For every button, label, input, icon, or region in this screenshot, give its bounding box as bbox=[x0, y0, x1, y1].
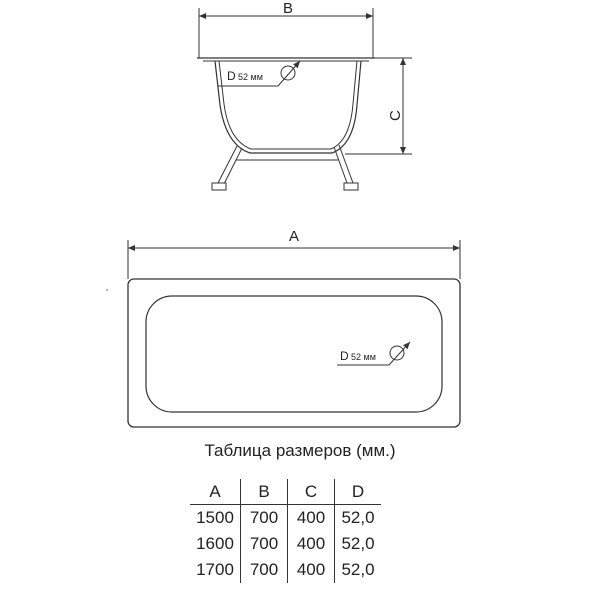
column-header-a: A bbox=[190, 479, 241, 505]
drain-note: 52 мм bbox=[351, 352, 376, 362]
table-cell: 1700 bbox=[196, 560, 234, 579]
dimensions-table bbox=[190, 479, 381, 583]
drain-hole-icon bbox=[281, 66, 295, 80]
table-header-row bbox=[190, 479, 381, 505]
table-cell: 400 bbox=[288, 531, 335, 557]
table-cell: 400 bbox=[288, 505, 335, 532]
table-cell: 52,0 bbox=[335, 505, 382, 532]
drain-note: 52 мм bbox=[238, 72, 263, 82]
tub-outer-outline bbox=[128, 279, 460, 427]
tub-legs bbox=[212, 145, 358, 190]
label-b: B bbox=[283, 0, 294, 17]
top-view bbox=[128, 240, 460, 427]
label-d: D bbox=[340, 349, 349, 363]
table-cell: 700 bbox=[241, 505, 288, 532]
label-a: A bbox=[289, 228, 300, 245]
table-row bbox=[190, 505, 381, 532]
table-cell: 52,0 bbox=[335, 557, 382, 583]
table-cell: 400 bbox=[288, 557, 335, 583]
side-view bbox=[197, 8, 412, 190]
column-header-b: B bbox=[241, 479, 288, 505]
tub-basin-outline bbox=[146, 296, 442, 412]
table-caption: Таблица размеров (мм.) bbox=[204, 441, 396, 460]
table-cell: 1600 bbox=[196, 534, 234, 553]
label-c: C bbox=[387, 110, 404, 121]
table-row bbox=[190, 557, 381, 583]
drain-leader bbox=[389, 342, 410, 365]
column-header-d: D bbox=[335, 479, 382, 505]
label-d: D bbox=[227, 69, 236, 83]
leg-foot bbox=[344, 183, 358, 190]
column-header-c: C bbox=[288, 479, 335, 505]
table-cell: 700 bbox=[241, 531, 288, 557]
drain-hole-icon bbox=[390, 346, 404, 360]
table-cell: 1500 bbox=[196, 508, 234, 527]
stray-dot bbox=[106, 289, 108, 291]
table-cell: 52,0 bbox=[335, 531, 382, 557]
table-cell: 700 bbox=[241, 557, 288, 583]
leg-foot bbox=[212, 183, 226, 190]
table-row bbox=[190, 531, 381, 557]
